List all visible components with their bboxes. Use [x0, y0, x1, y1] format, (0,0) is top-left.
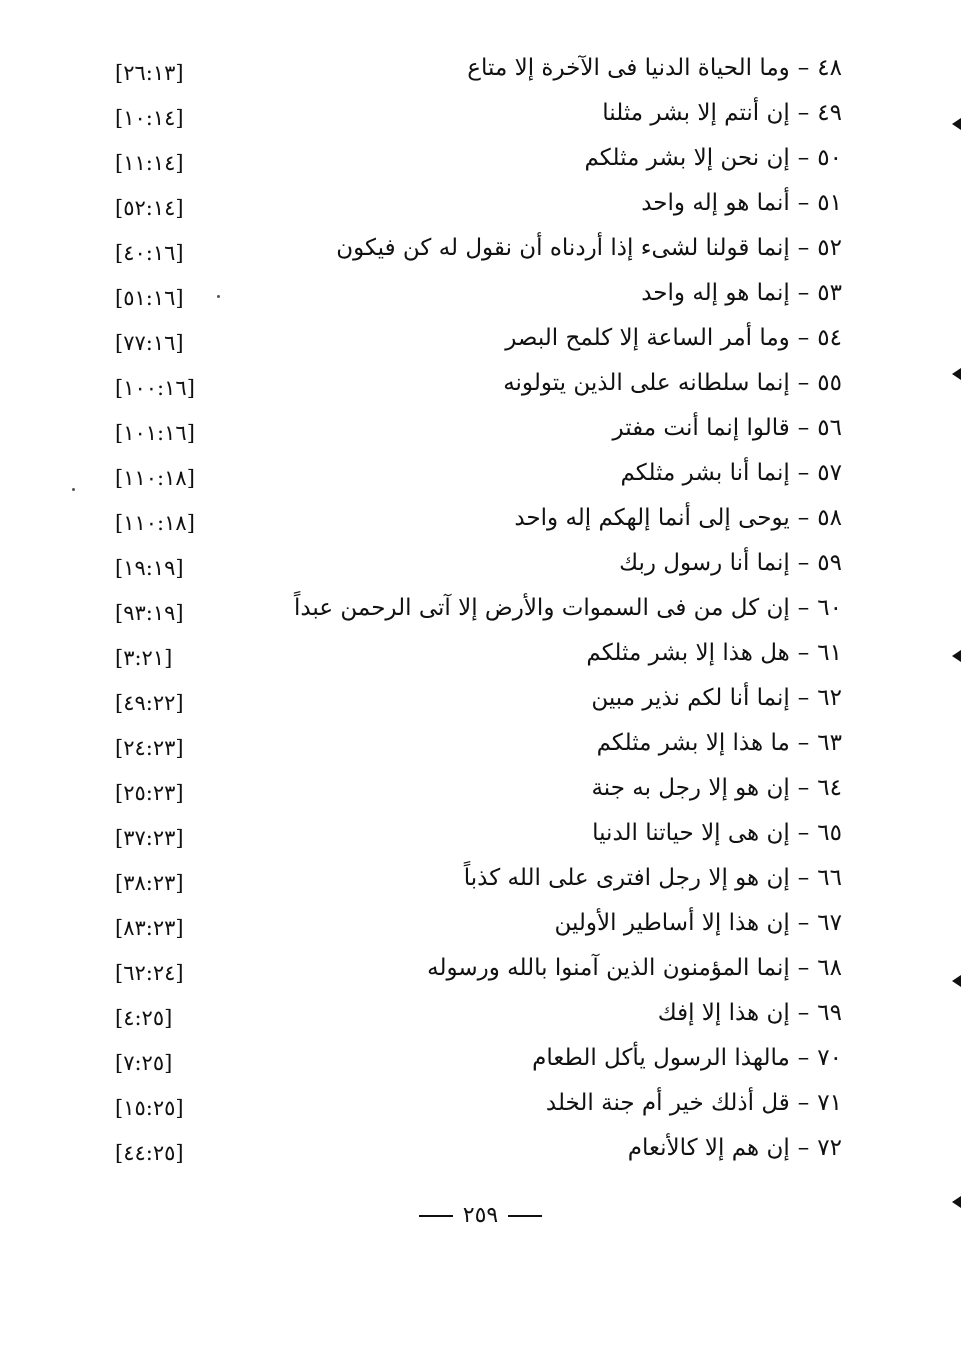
separator: –	[797, 370, 810, 396]
entry-row	[100, 460, 850, 504]
entry-number: ٥٣	[817, 280, 842, 306]
citation: [١١:١٤]	[115, 151, 184, 175]
page-number-rule-left	[419, 1215, 453, 1217]
entry-line	[554, 910, 842, 936]
entry-row	[100, 910, 850, 954]
entry-row	[100, 415, 850, 459]
entry-number: ٥٢	[817, 235, 842, 261]
scan-speck	[72, 488, 75, 491]
entry-row	[100, 55, 850, 99]
entry-line	[591, 685, 842, 711]
entry-row	[100, 1135, 850, 1179]
entry-line	[427, 955, 842, 981]
entry-number: ٤٩	[817, 100, 842, 126]
entry-line	[641, 190, 842, 216]
entry-number: ٥٦	[817, 415, 842, 441]
binding-hole-mark	[952, 118, 961, 130]
entry-line	[546, 1090, 842, 1116]
citation: [١٠١:١٦]	[115, 421, 195, 445]
citation: [٩٣:١٩]	[115, 601, 184, 625]
binding-hole-mark	[952, 975, 961, 987]
separator: –	[797, 1090, 810, 1116]
entry-text: إن هو إلا رجل افترى على الله كذباً	[463, 865, 790, 891]
entry-number: ٥٩	[817, 550, 842, 576]
entry-row	[100, 370, 850, 414]
entry-number: ٥٤	[817, 325, 842, 351]
entry-row	[100, 955, 850, 999]
citation: [٧:٢٥]	[115, 1051, 173, 1075]
entry-number: ٦٦	[817, 865, 842, 891]
entry-row	[100, 865, 850, 909]
entry-text: إنما هو إله واحد	[641, 280, 790, 306]
entry-row	[100, 820, 850, 864]
entry-line	[336, 235, 842, 261]
entry-number: ٥٥	[817, 370, 842, 396]
entry-text: إنما أنا بشر مثلكم	[620, 460, 790, 486]
binding-hole-mark	[952, 1196, 961, 1208]
entry-text: أنما هو إله واحد	[641, 190, 790, 216]
separator: –	[797, 1045, 810, 1071]
citation: [٥١:١٦]	[115, 286, 184, 310]
entry-row	[100, 730, 850, 774]
entry-row	[100, 100, 850, 144]
separator: –	[797, 730, 810, 756]
entry-line	[294, 595, 842, 621]
separator: –	[797, 820, 810, 846]
citation: [٣٨:٢٣]	[115, 871, 184, 895]
citation: [١١٠:١٨]	[115, 511, 195, 535]
entry-number: ٦٠	[817, 595, 842, 621]
entry-text: إن هذا إلا إفك	[657, 1000, 790, 1026]
entry-text: إنما أنا رسول ربك	[619, 550, 790, 576]
citation: [٣:٢١]	[115, 646, 173, 670]
separator: –	[797, 190, 810, 216]
separator: –	[797, 685, 810, 711]
entry-text: إن أنتم إلا بشر مثلنا	[602, 100, 790, 126]
citation: [٤٠:١٦]	[115, 241, 184, 265]
entry-row	[100, 280, 850, 324]
entry-row	[100, 550, 850, 594]
citation: [٦٢:٢٤]	[115, 961, 184, 985]
entry-text: إنما قولنا لشىء إذا أردناه أن نقول له كن فيكون	[336, 235, 790, 261]
entry-line	[584, 145, 842, 171]
entry-number: ٥٧	[817, 460, 842, 486]
entry-text: وما الحياة الدنيا فى الآخرة إلا متاع	[467, 55, 790, 81]
entry-row	[100, 595, 850, 639]
entry-line	[514, 505, 842, 531]
entry-number: ٦٥	[817, 820, 842, 846]
scan-speck	[217, 295, 220, 298]
entry-number: ٦٢	[817, 685, 842, 711]
separator: –	[797, 775, 810, 801]
page-number-text: ٢٥٩	[462, 1203, 499, 1228]
separator: –	[797, 595, 810, 621]
separator: –	[797, 280, 810, 306]
separator: –	[797, 955, 810, 981]
entry-row	[100, 325, 850, 369]
separator: –	[797, 1000, 810, 1026]
entry-number: ٥١	[817, 190, 842, 216]
separator: –	[797, 865, 810, 891]
entry-text: إنما أنا لكم نذير مبين	[591, 685, 790, 711]
entry-number: ٥٨	[817, 505, 842, 531]
citation: [١٩:١٩]	[115, 556, 184, 580]
citation: [٧٧:١٦]	[115, 331, 184, 355]
citation: [١١٠:١٨]	[115, 466, 195, 490]
citation: [٣٧:٢٣]	[115, 826, 184, 850]
entry-line	[641, 280, 842, 306]
citation: [١٠٠:١٦]	[115, 376, 195, 400]
separator: –	[797, 100, 810, 126]
entry-row	[100, 1000, 850, 1044]
entry-text: إنما سلطانه على الذين يتولونه	[503, 370, 790, 396]
entry-number: ٦١	[817, 640, 842, 666]
citation: [٢٥:٢٣]	[115, 781, 184, 805]
entry-text: قالوا إنما أنت مفتر	[612, 415, 790, 441]
separator: –	[797, 325, 810, 351]
entry-row	[100, 235, 850, 279]
entry-text: مالهذا الرسول يأكل الطعام	[532, 1045, 790, 1071]
entry-number: ٧١	[817, 1090, 842, 1116]
entry-line	[619, 550, 842, 576]
separator: –	[797, 505, 810, 531]
entry-number: ٦٧	[817, 910, 842, 936]
entry-line	[591, 775, 842, 801]
citation: [٢٦:١٣]	[115, 61, 184, 85]
binding-hole-mark	[952, 650, 961, 662]
citation: [١٥:٢٥]	[115, 1096, 184, 1120]
entry-text: إنما المؤمنون الذين آمنوا بالله ورسوله	[427, 955, 790, 981]
citation: [٢٤:٢٣]	[115, 736, 184, 760]
page-number	[0, 1203, 961, 1228]
entry-row	[100, 685, 850, 729]
entry-text: إن هم إلا كالأنعام	[627, 1135, 790, 1161]
entry-text: إن هذا إلا أساطير الأولين	[554, 910, 790, 936]
entry-row	[100, 145, 850, 189]
separator: –	[797, 910, 810, 936]
entry-row	[100, 1090, 850, 1134]
separator: –	[797, 55, 810, 81]
entry-text: وما أمر الساعة إلا كلمح البصر	[505, 325, 790, 351]
entry-line	[586, 640, 842, 666]
entry-line	[467, 55, 842, 81]
entry-number: ٧٢	[817, 1135, 842, 1161]
entry-line	[658, 1000, 842, 1026]
entry-number: ٥٠	[817, 145, 842, 171]
citation: [٤٤:٢٥]	[115, 1141, 184, 1165]
entry-line	[503, 370, 842, 396]
entry-row	[100, 775, 850, 819]
citation: [٨٣:٢٣]	[115, 916, 184, 940]
entry-line	[505, 325, 842, 351]
entry-text: ما هذا إلا بشر مثلكم	[596, 730, 790, 756]
entry-text: إن هى إلا حياتنا الدنيا	[592, 820, 790, 846]
citation: [٤:٢٥]	[115, 1006, 173, 1030]
separator: –	[797, 550, 810, 576]
entry-number: ٦٩	[817, 1000, 842, 1026]
separator: –	[797, 235, 810, 261]
entry-line	[592, 820, 842, 846]
citation: [٥٢:١٤]	[115, 196, 184, 220]
entry-text: إن نحن إلا بشر مثلكم	[584, 145, 790, 171]
entry-number: ٧٠	[817, 1045, 842, 1071]
separator: –	[797, 1135, 810, 1161]
entry-text: يوحى إلى أنما إلهكم إله واحد	[514, 505, 790, 531]
entry-number: ٦٤	[817, 775, 842, 801]
entry-line	[613, 415, 843, 441]
entry-line	[464, 865, 842, 891]
page-number-rule-right	[508, 1215, 542, 1217]
separator: –	[797, 640, 810, 666]
separator: –	[797, 460, 810, 486]
entry-number: ٤٨	[817, 55, 842, 81]
entry-line	[597, 730, 842, 756]
separator: –	[797, 145, 810, 171]
citation: [٤٩:٢٢]	[115, 691, 184, 715]
entry-number: ٦٨	[817, 955, 842, 981]
entry-text: إن كل من فى السموات والأرض إلا آتى الرحمن عبداً	[293, 595, 790, 621]
binding-hole-mark	[952, 368, 961, 380]
citation: [١٠:١٤]	[115, 106, 184, 130]
entry-row	[100, 190, 850, 234]
entry-text: إن هو إلا رجل به جنة	[591, 775, 790, 801]
entry-line	[620, 460, 842, 486]
entry-row	[100, 505, 850, 549]
entry-row	[100, 1045, 850, 1089]
entry-line	[602, 100, 842, 126]
entry-row	[100, 640, 850, 684]
entry-number: ٦٣	[817, 730, 842, 756]
entry-line	[532, 1045, 842, 1071]
entry-text: قل أذلك خير أم جنة الخلد	[545, 1090, 790, 1116]
separator: –	[797, 415, 810, 441]
entry-text: هل هذا إلا بشر مثلكم	[586, 640, 790, 666]
entry-line	[628, 1135, 842, 1161]
